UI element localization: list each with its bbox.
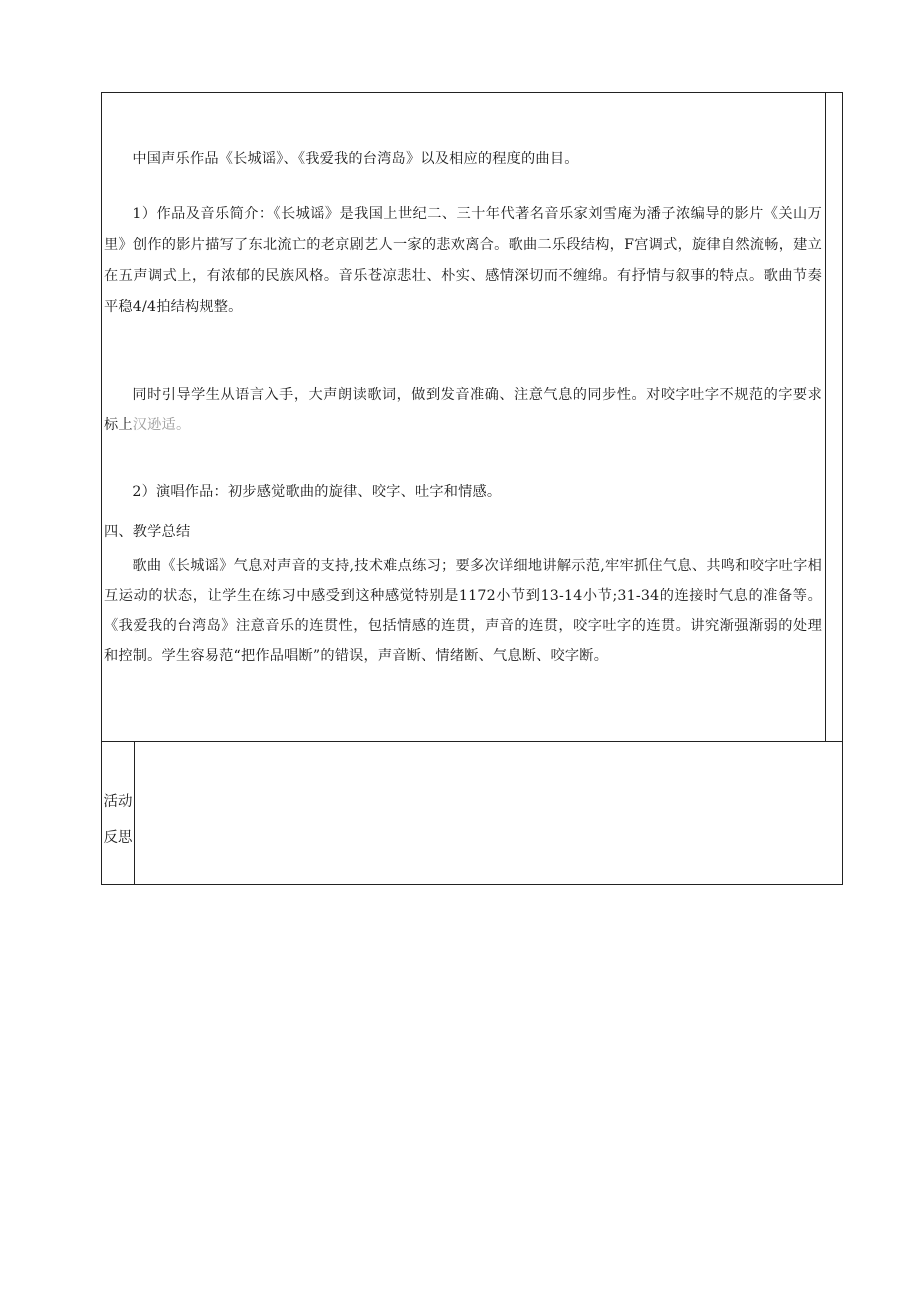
guidance-paragraph [104, 380, 822, 440]
intro-paragraph: 中国声乐作品《长城谣》、《我爱我的台湾岛》以及相应的程度的曲目。 [132, 151, 579, 167]
section-heading: 四、教学总结 [104, 524, 191, 540]
summary-paragraph: 歌曲《长城谣》气息对声音的支持,技术难点练习；要多次详细地讲解示范,牢牢抓住气息、共鸣和咬字吐字相互运动的状态，让学生在练习中感受到这种感觉特别是1172小节到13-14小节;31-34的连接时气息的准备等。《我爱我的台湾岛》注意音乐的连贯性，包括情感的连贯，声音的连贯，咬字吐字的连贯。讲究渐强渐弱的处理和控制。学生容易范“把作品唱断”的错误，声音断、情绪断、气息断、咬字断。 [104, 558, 822, 664]
reflection-label-line2: 反思 [103, 830, 133, 846]
performance-paragraph: 2）演唱作品：初步感觉歌曲的旋律、咬字、吐字和情感。 [132, 484, 502, 500]
table-right-inner-border [825, 92, 826, 741]
table-column-divider [134, 741, 135, 885]
guidance-text: 同时引导学生从语言入手，大声朗读歌词，做到发音准确、注意气息的同步性。对咬字吐字不规范的字要求标上 [104, 387, 822, 433]
guidance-faded-text: 汉逊适。 [132, 417, 191, 433]
table-row-divider [101, 741, 843, 742]
reflection-label-line1: 活动 [103, 794, 133, 810]
work-introduction-paragraph: 1）作品及音乐简介：《长城谣》是我国上世纪二、三十年代著名音乐家刘雪庵为潘子浓编导的影片《关山万里》创作的影片描写了东北流亡的老京剧艺人一家的悲欢离合。歌曲二乐段结构，F宫调式，旋律自然流畅，建立在五声调式上，有浓郁的民族风格。音乐苍凉悲壮、朴实、感情深切而不缠绵。有抒情与叙事的特点。歌曲节奏平稳4/4拍结构规整。 [104, 206, 822, 315]
